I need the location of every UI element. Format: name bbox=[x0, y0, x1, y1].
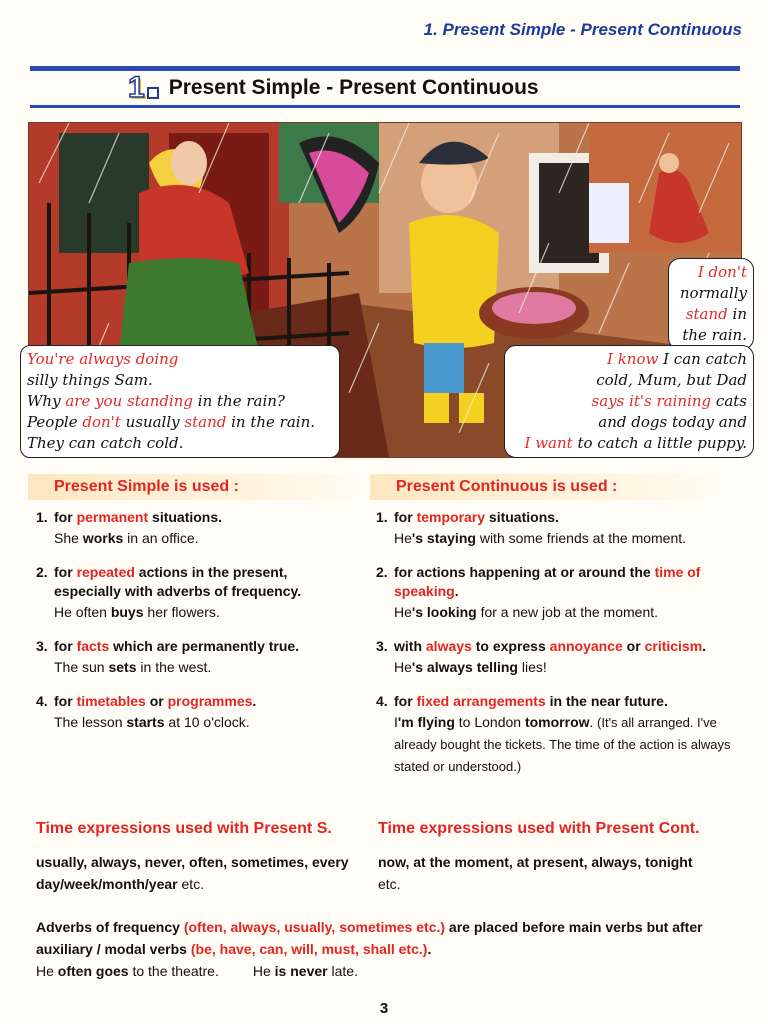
usage-item bbox=[36, 508, 356, 549]
rule-text-part: for bbox=[394, 693, 417, 709]
usage-rule bbox=[394, 637, 746, 656]
usage-item bbox=[376, 563, 746, 623]
bubble-line bbox=[511, 370, 747, 391]
bubble-text: I can catch bbox=[658, 350, 747, 368]
rule-text-part: or bbox=[622, 638, 645, 654]
item-number: 2. bbox=[36, 564, 48, 580]
usage-item bbox=[376, 637, 746, 678]
usage-rule bbox=[394, 508, 746, 527]
time-expressions-simple bbox=[36, 851, 356, 895]
time-expressions-continuous-heading: Time expressions used with Present Cont. bbox=[378, 820, 700, 837]
example-text: in the west. bbox=[136, 659, 212, 675]
adverb-term: shall bbox=[362, 941, 395, 957]
example-text: lies! bbox=[517, 659, 547, 675]
rule-text-part: to express bbox=[471, 638, 550, 654]
example-text: her flowers. bbox=[143, 604, 220, 620]
bubble-line bbox=[511, 349, 747, 370]
key-term: repeated bbox=[76, 564, 135, 580]
usage-rule bbox=[54, 692, 356, 711]
bubble-line bbox=[675, 283, 747, 304]
present-continuous-uses bbox=[376, 508, 746, 791]
example-text: The lesson bbox=[54, 714, 127, 730]
bubble-text: cats bbox=[711, 392, 747, 410]
adverb-term: , bbox=[313, 941, 322, 957]
bubble-line bbox=[27, 391, 333, 412]
bubble-text: to catch a little puppy. bbox=[572, 434, 747, 452]
adverb-term: , bbox=[211, 941, 220, 957]
item-number: 1. bbox=[376, 509, 388, 525]
example-text: to London bbox=[454, 714, 525, 730]
item-number: 1. bbox=[36, 509, 48, 525]
highlighted-verb: I don't bbox=[697, 263, 747, 281]
example-text: He bbox=[394, 659, 412, 675]
example-verb: buys bbox=[110, 604, 144, 620]
usage-item bbox=[36, 637, 356, 678]
rule-text-part: for bbox=[54, 693, 77, 709]
adverb-term: ( bbox=[190, 941, 196, 957]
usage-example bbox=[394, 601, 746, 623]
usage-example bbox=[54, 601, 356, 623]
rule-text-part: . bbox=[702, 638, 707, 654]
adverb-term: will bbox=[291, 941, 314, 957]
adverb-term: , bbox=[355, 941, 363, 957]
unit-number-badge: 1 bbox=[128, 73, 159, 103]
rule-text-part: for actions happening at or around the bbox=[394, 564, 655, 580]
highlighted-verb: stand bbox=[685, 305, 728, 323]
unit-title-row bbox=[128, 72, 539, 104]
highlighted-verb: stand bbox=[184, 413, 227, 431]
example-text: She bbox=[54, 530, 83, 546]
bubble-text: People bbox=[27, 413, 83, 431]
present-simple-heading: Present Simple is used : bbox=[28, 474, 368, 500]
bubble-line bbox=[511, 391, 747, 412]
adverbs-examples bbox=[36, 960, 736, 982]
example-verb: often goes bbox=[57, 963, 129, 979]
adverb-term: always bbox=[230, 919, 277, 935]
example-text: late. bbox=[327, 963, 358, 979]
adverbs-of-frequency-note bbox=[36, 916, 736, 982]
adverb-term: , bbox=[251, 941, 260, 957]
key-term: criticism bbox=[644, 638, 703, 654]
rule-text-part: in the near future. bbox=[545, 693, 668, 709]
bubble-text: silly things Sam. bbox=[27, 371, 153, 389]
bubble-text: in the rain. bbox=[226, 413, 316, 431]
bubble-text: normally bbox=[679, 284, 747, 302]
usage-rule bbox=[394, 692, 746, 711]
example-verb: 'm flying bbox=[397, 714, 455, 730]
key-term: timetables bbox=[76, 693, 146, 709]
speech-bubble-boy bbox=[504, 345, 754, 458]
adverb-rule-text: . bbox=[427, 941, 432, 957]
bubble-line bbox=[27, 433, 333, 454]
rule-text-part: . bbox=[252, 693, 257, 709]
example-text: to the theatre. bbox=[128, 963, 219, 979]
example-text: He often bbox=[54, 604, 111, 620]
key-term: always bbox=[425, 638, 472, 654]
rule-text-part: for bbox=[54, 638, 77, 654]
speech-bubble-man bbox=[668, 258, 754, 350]
example-text: at 10 o'clock. bbox=[164, 714, 250, 730]
key-term: permanent bbox=[76, 509, 149, 525]
rule-text-part: for bbox=[54, 564, 77, 580]
adverb-term: ( bbox=[183, 919, 189, 935]
usage-rule bbox=[54, 637, 356, 656]
adverb-term: often bbox=[188, 919, 223, 935]
adverb-rule-text: Adverbs of frequency bbox=[36, 919, 184, 935]
bubble-line bbox=[511, 433, 747, 454]
example-text: I bbox=[394, 714, 398, 730]
highlighted-verb: says it's raining bbox=[591, 392, 712, 410]
rule-text-part: situations. bbox=[148, 509, 223, 525]
rule-text-part: for bbox=[394, 509, 417, 525]
bubble-line bbox=[675, 325, 747, 346]
example-text: with some friends at the moment. bbox=[475, 530, 687, 546]
highlighted-verb: You're always doing bbox=[27, 350, 179, 368]
highlighted-verb: don't bbox=[82, 413, 121, 431]
adverb-rule-text: are placed before main verbs but after auxiliary / modal verbs bbox=[36, 919, 703, 957]
usage-example bbox=[54, 711, 356, 733]
adverb-term: can bbox=[259, 941, 284, 957]
usage-example bbox=[394, 711, 746, 777]
usage-rule bbox=[54, 508, 356, 527]
bubble-line bbox=[27, 370, 333, 391]
time-words: usually, always, never, often, sometimes, every day/week/month/year bbox=[36, 854, 349, 892]
item-number: 4. bbox=[376, 693, 388, 709]
usage-note: (It's all arranged. I've already bought the tickets. The time of the action is always stated or understood.) bbox=[394, 715, 731, 774]
example-verb: 's always telling bbox=[411, 659, 518, 675]
bubble-text: in the rain? bbox=[193, 392, 285, 410]
item-number: 3. bbox=[376, 638, 388, 654]
rule-text-part: . bbox=[454, 583, 459, 599]
adverbs-example bbox=[253, 960, 358, 982]
usage-item bbox=[376, 692, 746, 777]
bubble-line bbox=[27, 349, 333, 370]
bubble-line bbox=[27, 412, 333, 433]
usage-rule bbox=[54, 563, 356, 601]
bubble-line bbox=[511, 412, 747, 433]
usage-example bbox=[54, 656, 356, 678]
page-number: 3 bbox=[379, 1000, 389, 1017]
example-verb: 's staying bbox=[411, 530, 476, 546]
adverb-term: usually bbox=[284, 919, 332, 935]
rule-text-part: actions in the present, especially with adverbs of frequency. bbox=[54, 564, 302, 599]
adverbs-example bbox=[36, 960, 219, 982]
example-text: He bbox=[394, 530, 412, 546]
unit-title: Present Simple - Present Continuous bbox=[168, 76, 539, 99]
speech-bubble-mother bbox=[20, 345, 340, 458]
rule-text-part: situations. bbox=[485, 509, 559, 525]
key-term: fixed arrangements bbox=[416, 693, 546, 709]
rule-text-part: for bbox=[54, 509, 77, 525]
adverb-term: , bbox=[331, 919, 340, 935]
bubble-line bbox=[675, 304, 747, 325]
item-number: 2. bbox=[376, 564, 388, 580]
key-term: temporary bbox=[416, 509, 486, 525]
adverb-term: , bbox=[222, 919, 231, 935]
example-text: He bbox=[394, 604, 412, 620]
example-verb: tomorrow bbox=[524, 714, 590, 730]
bubble-text: in bbox=[727, 305, 747, 323]
time-words: now, at the moment, at present, always, tonight bbox=[378, 854, 693, 870]
present-continuous-heading: Present Continuous is used : bbox=[370, 474, 726, 500]
bubble-text: They can catch cold. bbox=[27, 434, 184, 452]
rule-text-part: which are permanently true. bbox=[109, 638, 300, 654]
bubble-text: and dogs today and bbox=[598, 413, 747, 431]
usage-example bbox=[394, 656, 746, 678]
adverb-term: etc.) bbox=[412, 919, 446, 935]
usage-example bbox=[54, 527, 356, 549]
adverb-term: have bbox=[219, 941, 252, 957]
example-verb: starts bbox=[126, 714, 165, 730]
usage-item bbox=[36, 563, 356, 623]
time-expressions-simple-heading: Time expressions used with Present S. bbox=[36, 820, 332, 837]
highlighted-verb: I know bbox=[607, 350, 659, 368]
usage-item bbox=[376, 508, 746, 549]
adverb-term: , bbox=[283, 941, 292, 957]
rule-text-part: with bbox=[394, 638, 426, 654]
time-etc: etc. bbox=[177, 876, 205, 892]
adverb-term: sometimes bbox=[339, 919, 413, 935]
example-text: He bbox=[36, 963, 58, 979]
example-text: He bbox=[252, 963, 275, 979]
key-term: facts bbox=[76, 638, 110, 654]
rule-text-part: or bbox=[145, 693, 168, 709]
highlighted-verb: I want bbox=[524, 434, 573, 452]
example-text: for a new job at the moment. bbox=[476, 604, 659, 620]
usage-example bbox=[394, 527, 746, 549]
bubble-line bbox=[675, 262, 747, 283]
highlighted-verb: are you standing bbox=[65, 392, 194, 410]
key-term: time of speaking bbox=[394, 564, 701, 599]
key-term: annoyance bbox=[549, 638, 623, 654]
item-number: 3. bbox=[36, 638, 48, 654]
example-verb: 's looking bbox=[411, 604, 477, 620]
example-text: in an office. bbox=[123, 530, 199, 546]
item-number: 4. bbox=[36, 693, 48, 709]
present-simple-uses bbox=[36, 508, 356, 747]
usage-rule bbox=[394, 563, 746, 601]
time-expressions-continuous bbox=[378, 851, 718, 895]
bubble-text: cold, Mum, but Dad bbox=[596, 371, 747, 389]
usage-item bbox=[36, 692, 356, 733]
time-etc: etc. bbox=[378, 876, 401, 892]
adverb-term: , bbox=[276, 919, 285, 935]
example-text: . bbox=[589, 714, 594, 730]
adverbs-rule bbox=[36, 916, 736, 960]
example-verb: works bbox=[82, 530, 124, 546]
example-text: The sun bbox=[54, 659, 109, 675]
bubble-text: the rain. bbox=[682, 326, 747, 344]
running-head: 1. Present Simple - Present Continuous bbox=[423, 20, 742, 39]
example-verb: sets bbox=[108, 659, 137, 675]
adverb-term: must bbox=[321, 941, 356, 957]
adverb-term: be bbox=[195, 941, 212, 957]
example-verb: is never bbox=[274, 963, 328, 979]
key-term: programmes bbox=[167, 693, 253, 709]
bubble-text: Why bbox=[27, 392, 66, 410]
bubble-text: usually bbox=[120, 413, 185, 431]
title-rule-bottom bbox=[30, 105, 740, 108]
adverb-term: etc.) bbox=[394, 941, 428, 957]
